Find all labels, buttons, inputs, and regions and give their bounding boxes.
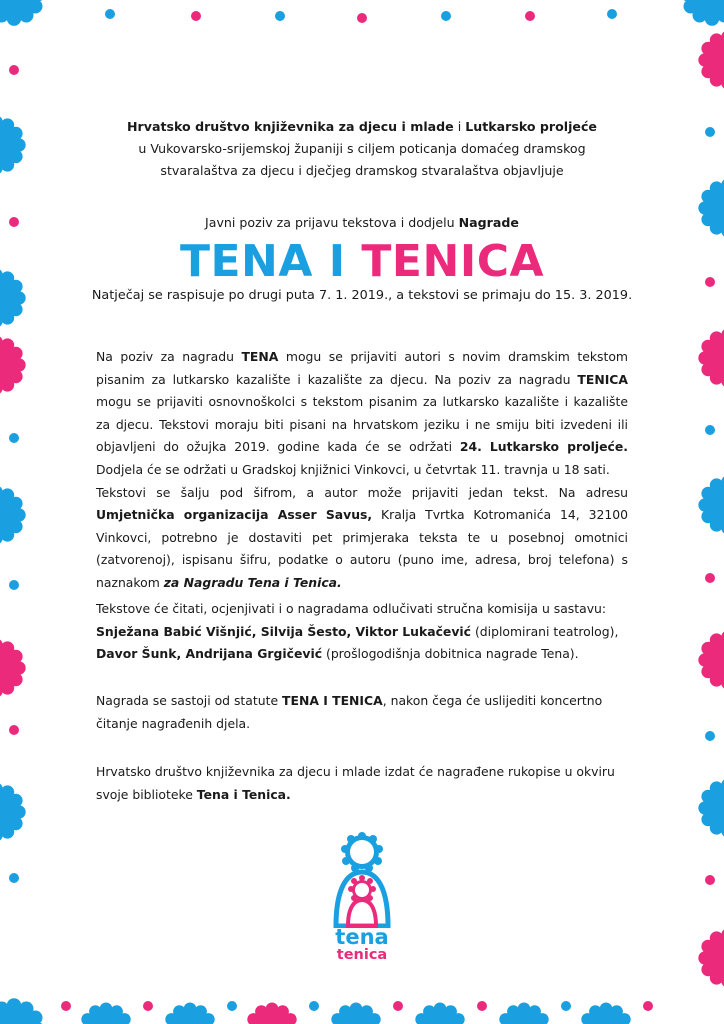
border-flower-icon [698, 778, 724, 837]
border-dot-icon [275, 11, 285, 21]
border-dot-icon [705, 127, 715, 137]
call-text: Javni poziv za prijavu tekstova i dodjelu [205, 215, 459, 230]
border-dot-icon [705, 731, 715, 741]
border-dot-icon [9, 725, 19, 735]
border-flower-icon [412, 1002, 467, 1024]
border-dot-icon [191, 11, 201, 21]
border-flower-icon [698, 928, 724, 987]
border-dot-icon [393, 1001, 403, 1011]
border-flower-icon [162, 1002, 217, 1024]
call-line [80, 215, 644, 230]
border-dot-icon [61, 1001, 71, 1011]
border-dot-icon [643, 1001, 653, 1011]
border-dot-icon [9, 65, 19, 75]
org-name-2: Lutkarsko proljeće [465, 119, 597, 134]
p1-bold-4: Umjetnička organizacija Asser Savus, [96, 507, 373, 523]
border-dot-icon [561, 1001, 571, 1011]
p3-text-2: , nakon čega će uslijediti koncertno čitanje nagrađenih djela. [96, 693, 603, 731]
border-dot-icon [705, 277, 715, 287]
border-flower-icon [0, 0, 46, 26]
border-flower-icon [496, 1002, 551, 1024]
border-flower-icon [698, 328, 724, 387]
border-dot-icon [357, 13, 367, 23]
p1-bold-3: 24. Lutkarsko proljeće. [459, 439, 629, 455]
call-bold: Nagrade [458, 215, 519, 230]
logo-figure-icon [322, 832, 402, 928]
border-flower-icon [578, 1002, 633, 1024]
p4-bold-1: Tena i Tenica. [196, 786, 291, 802]
border-dot-icon [525, 11, 535, 21]
paragraph-4 [96, 761, 628, 806]
page-title [80, 236, 644, 287]
border-flower-icon [0, 998, 46, 1024]
border-dot-icon [607, 9, 617, 19]
org-name-1: Hrvatsko društvo književnika za djecu i mlade [127, 119, 454, 134]
border-flower-icon [328, 1002, 383, 1024]
p2-text-3: (prošlogodišnja dobitnica nagrade Tena). [322, 646, 579, 662]
p1-text-4: Dodjela će se održati u Gradskoj knjižnici Vinkovci, u četvrtak 11. travnja u 18 sati. [96, 461, 610, 477]
border-dot-icon [441, 11, 451, 21]
border-flower-icon [698, 30, 724, 89]
header-intro [80, 116, 644, 182]
p1-text-6: Kralja Tvrtka Kotromanića 14, 32100 Vinkovci, potrebno je dostaviti pet primjeraka teksta te u posebnoj omotnici (zatvorenoj), ispisanu šifru, podatke o autoru (puno ime, adresa, broj telefona) s naznakom [96, 507, 628, 590]
p1-bold-2: TENICA [577, 371, 628, 387]
border-flower-icon [0, 782, 26, 841]
header-line-3: stvaralaštva za djecu i dječjeg dramskog stvaralaštva objavljuje [160, 163, 564, 178]
border-dot-icon [477, 1001, 487, 1011]
p1-text-3: mogu se prijaviti osnovnoškolci s tekstom pisanim za lutkarsko kazalište i kazalište za djecu. Tekstovi moraju biti pisani na hrvatskom jeziku i ne smiju biti izvedeni ili objavljeni do ožujka 2019. godine kada će se održati [96, 394, 628, 455]
paragraph-1b [96, 482, 628, 595]
border-dot-icon [705, 425, 715, 435]
border-flower-icon [0, 335, 26, 394]
border-dot-icon [9, 580, 19, 590]
border-flower-icon [244, 1002, 299, 1024]
logo-word-tena: tena [335, 925, 389, 949]
tena-tenica-logo [322, 832, 402, 968]
border-flower-icon [78, 1002, 133, 1024]
border-dot-icon [227, 1001, 237, 1011]
title-part-2: TENICA [361, 236, 545, 287]
paragraph-2 [96, 598, 628, 666]
border-flower-icon [698, 475, 724, 534]
p2-bold-1: Snježana Babić Višnjić, Silvija Šesto, Viktor Lukačević [96, 623, 471, 639]
border-dot-icon [105, 9, 115, 19]
p1-text-2: mogu se prijaviti autori s novim dramskim tekstom pisanim za lutkarsko kazalište i kazalište za djecu. Na poziv za nagradu [96, 349, 628, 387]
border-dot-icon [9, 873, 19, 883]
border-flower-icon [0, 485, 26, 544]
border-flower-icon [0, 115, 26, 174]
border-dot-icon [9, 217, 19, 227]
border-dot-icon [9, 433, 19, 443]
border-dot-icon [309, 1001, 319, 1011]
p4-text-1: Hrvatsko društvo književnika za djecu i mlade izdat će nagrađene rukopise u okviru svoje biblioteke [96, 764, 615, 802]
header-conjunction: i [453, 119, 466, 134]
p3-bold-1: TENA I TENICA [282, 693, 383, 708]
p1-text-1: Na poziv za nagradu [96, 349, 242, 364]
logo-word-tenica: tenica [336, 947, 388, 963]
subtitle: Natječaj se raspisuje po drugi puta 7. 1. 2019., a tekstovi se primaju do 15. 3. 2019. [91, 288, 633, 303]
border-flower-icon [0, 268, 26, 327]
paragraph-1 [96, 346, 628, 595]
border-flower-icon [680, 0, 724, 26]
border-dot-icon [705, 573, 715, 583]
p1-text-5: Tekstovi se šalju pod šifrom, a autor može prijaviti jedan tekst. Na adresu [96, 484, 628, 500]
p2-text-1: Tekstove će čitati, ocjenjivati i o nagradama odlučivati stručna komisija u sastavu: [96, 601, 607, 616]
border-dot-icon [143, 1001, 153, 1011]
p1-bold-1: TENA [241, 349, 279, 364]
p3-text-1: Nagrada se sastoji od statute [96, 693, 283, 708]
paragraph-1a [96, 346, 628, 482]
p2-text-2: (diplomirani teatrolog), [471, 623, 619, 639]
paragraph-3 [96, 690, 628, 735]
p1-bold-italic: za Nagradu Tena i Tenica. [163, 574, 342, 590]
p2-bold-2: Davor Šunk, Andrijana Grgičević [96, 646, 323, 662]
border-dot-icon [705, 875, 715, 885]
border-flower-icon [698, 178, 724, 237]
header-line-2: u Vukovarsko-srijemskoj županiji s ciljem poticanja domaćeg dramskog [138, 141, 586, 156]
border-flower-icon [0, 638, 26, 697]
border-flower-icon [698, 630, 724, 689]
title-part-1: TENA I [179, 236, 362, 287]
